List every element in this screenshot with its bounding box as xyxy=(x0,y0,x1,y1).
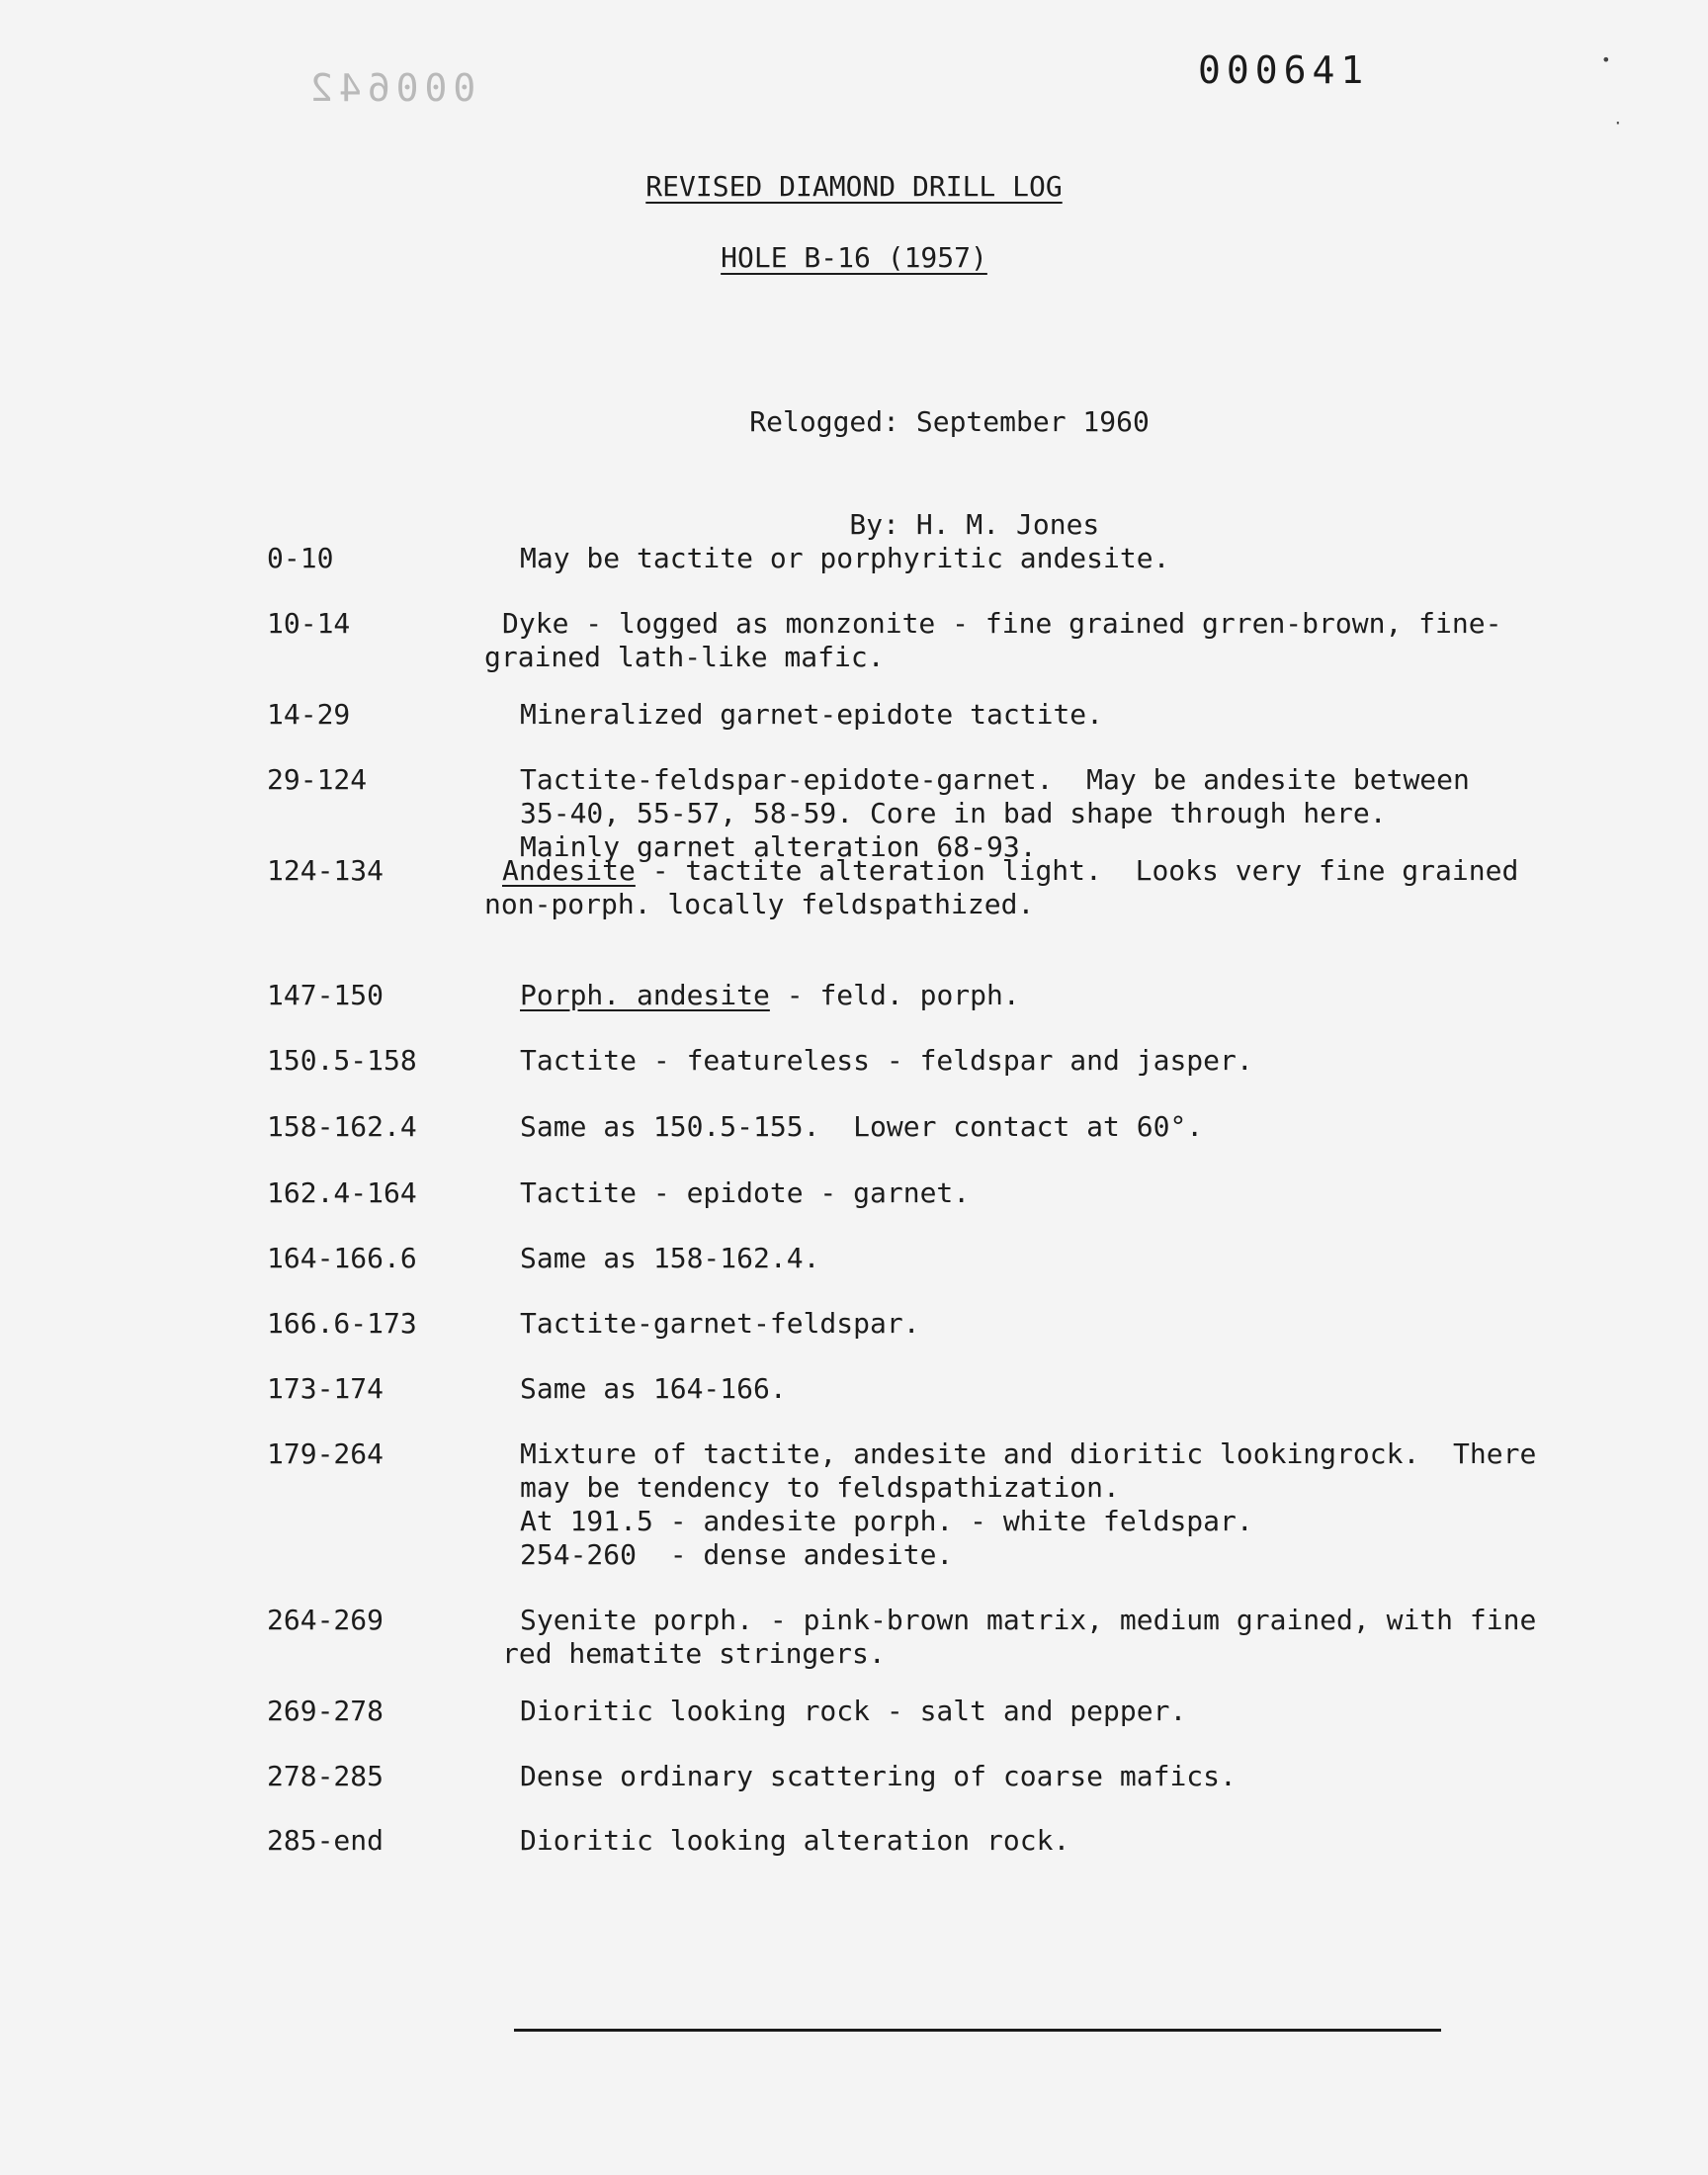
log-description xyxy=(520,542,1548,575)
log-depth: 0-10 xyxy=(267,542,334,574)
log-description-line: Mineralized garnet-epidote tactite. xyxy=(520,698,1104,731)
log-description xyxy=(520,1307,1548,1341)
bottom-rule xyxy=(514,2029,1441,2032)
margin-mark: · xyxy=(1613,114,1623,132)
log-description-line: Mainly garnet alteration 68-93. xyxy=(520,830,1037,863)
log-depth: 14-29 xyxy=(267,698,351,731)
log-description-line: non-porph. locally feldspathized. xyxy=(484,888,1035,920)
log-depth: 158-162.4 xyxy=(267,1110,417,1143)
by-row xyxy=(718,508,1150,544)
log-description-line: Dense ordinary scattering of coarse mafics. xyxy=(520,1760,1237,1792)
log-depth: 269-278 xyxy=(267,1695,384,1727)
log-depth: 29-124 xyxy=(267,763,368,796)
log-description-line: Syenite porph. - pink-brown matrix, medium grained, with fine xyxy=(520,1604,1537,1636)
ghost-page-number: 000642 xyxy=(304,66,476,110)
log-description-line: Same as 164-166. xyxy=(520,1372,787,1405)
log-description xyxy=(520,1176,1548,1210)
log-description-line: 254-260 - dense andesite. xyxy=(520,1538,954,1571)
log-description-line: grained lath-like mafic. xyxy=(484,641,885,673)
log-description xyxy=(520,1695,1548,1728)
log-description-text: - feld. porph. xyxy=(769,979,1020,1011)
log-description-line: Tactite - epidote - garnet. xyxy=(520,1176,971,1209)
log-depth: 278-285 xyxy=(267,1760,384,1792)
log-description-line: Same as 150.5-155. Lower contact at 60°. xyxy=(520,1110,1204,1143)
page-number: 000641 xyxy=(1198,48,1370,92)
log-description xyxy=(520,1437,1548,1572)
log-description-line: Tactite-feldspar-epidote-garnet. May be andesite between xyxy=(520,763,1470,796)
log-description-line: May be tactite or porphyritic andesite. xyxy=(520,542,1170,574)
log-description xyxy=(520,1824,1548,1858)
log-depth: 285-end xyxy=(267,1824,384,1857)
log-depth: 150.5-158 xyxy=(267,1044,417,1077)
log-description-line: Same as 158-162.4. xyxy=(520,1242,820,1274)
log-depth: 147-150 xyxy=(267,979,384,1011)
relogged-row xyxy=(718,405,1150,441)
log-description xyxy=(502,1604,1548,1671)
log-description xyxy=(520,1760,1548,1793)
log-description-line: Dyke - logged as monzonite - fine grained grren-brown, fine- xyxy=(502,607,1502,640)
log-description-line: red hematite stringers. xyxy=(502,1637,886,1670)
rock-type: Porph. andesite xyxy=(520,979,770,1011)
log-description-line: Dioritic looking alteration rock. xyxy=(520,1824,1070,1857)
relogged-value: September 1960 xyxy=(915,405,1150,438)
log-description xyxy=(520,1110,1548,1144)
log-description xyxy=(520,1372,1548,1406)
log-description-line: Mixture of tactite, andesite and dioritic lookingrock. There xyxy=(520,1437,1537,1470)
log-description-line: Tactite - featureless - feldspar and jasper. xyxy=(520,1044,1253,1077)
log-description-line xyxy=(520,979,1548,1012)
log-description-line: Tactite-garnet-feldspar. xyxy=(520,1307,920,1340)
log-description xyxy=(520,1044,1548,1078)
log-description xyxy=(520,763,1548,864)
log-depth: 166.6-173 xyxy=(267,1307,417,1340)
relogged-label: Relogged: xyxy=(749,405,899,438)
margin-mark: • xyxy=(1601,50,1611,69)
hole-title: HOLE B-16 (1957) xyxy=(721,241,987,274)
log-depth: 173-174 xyxy=(267,1372,384,1405)
log-depth: 264-269 xyxy=(267,1604,384,1636)
log-depth: 164-166.6 xyxy=(267,1242,417,1274)
log-depth: 162.4-164 xyxy=(267,1176,417,1209)
log-depth: 179-264 xyxy=(267,1437,384,1470)
log-description xyxy=(484,854,1530,921)
log-description-line: may be tendency to feldspathization. xyxy=(520,1471,1120,1504)
log-description xyxy=(520,1242,1548,1275)
log-description-line xyxy=(502,854,1530,888)
log-depth: 10-14 xyxy=(267,607,351,640)
log-description-line: Dioritic looking rock - salt and pepper. xyxy=(520,1695,1187,1727)
log-depth: 124-134 xyxy=(267,854,384,887)
log-description xyxy=(520,979,1548,1012)
log-description-line: At 191.5 - andesite porph. - white feldspar. xyxy=(520,1505,1253,1537)
rock-type: Andesite xyxy=(502,854,636,887)
log-description-line: 35-40, 55-57, 58-59. Core in bad shape through here. xyxy=(520,797,1387,829)
document-title: REVISED DIAMOND DRILL LOG xyxy=(645,170,1063,203)
log-description xyxy=(520,698,1548,732)
log-description-text: - tactite alteration light. Looks very fine grained xyxy=(635,854,1519,887)
by-value: H. M. Jones xyxy=(915,508,1100,541)
by-label: By: xyxy=(849,508,899,541)
log-description xyxy=(484,607,1530,674)
